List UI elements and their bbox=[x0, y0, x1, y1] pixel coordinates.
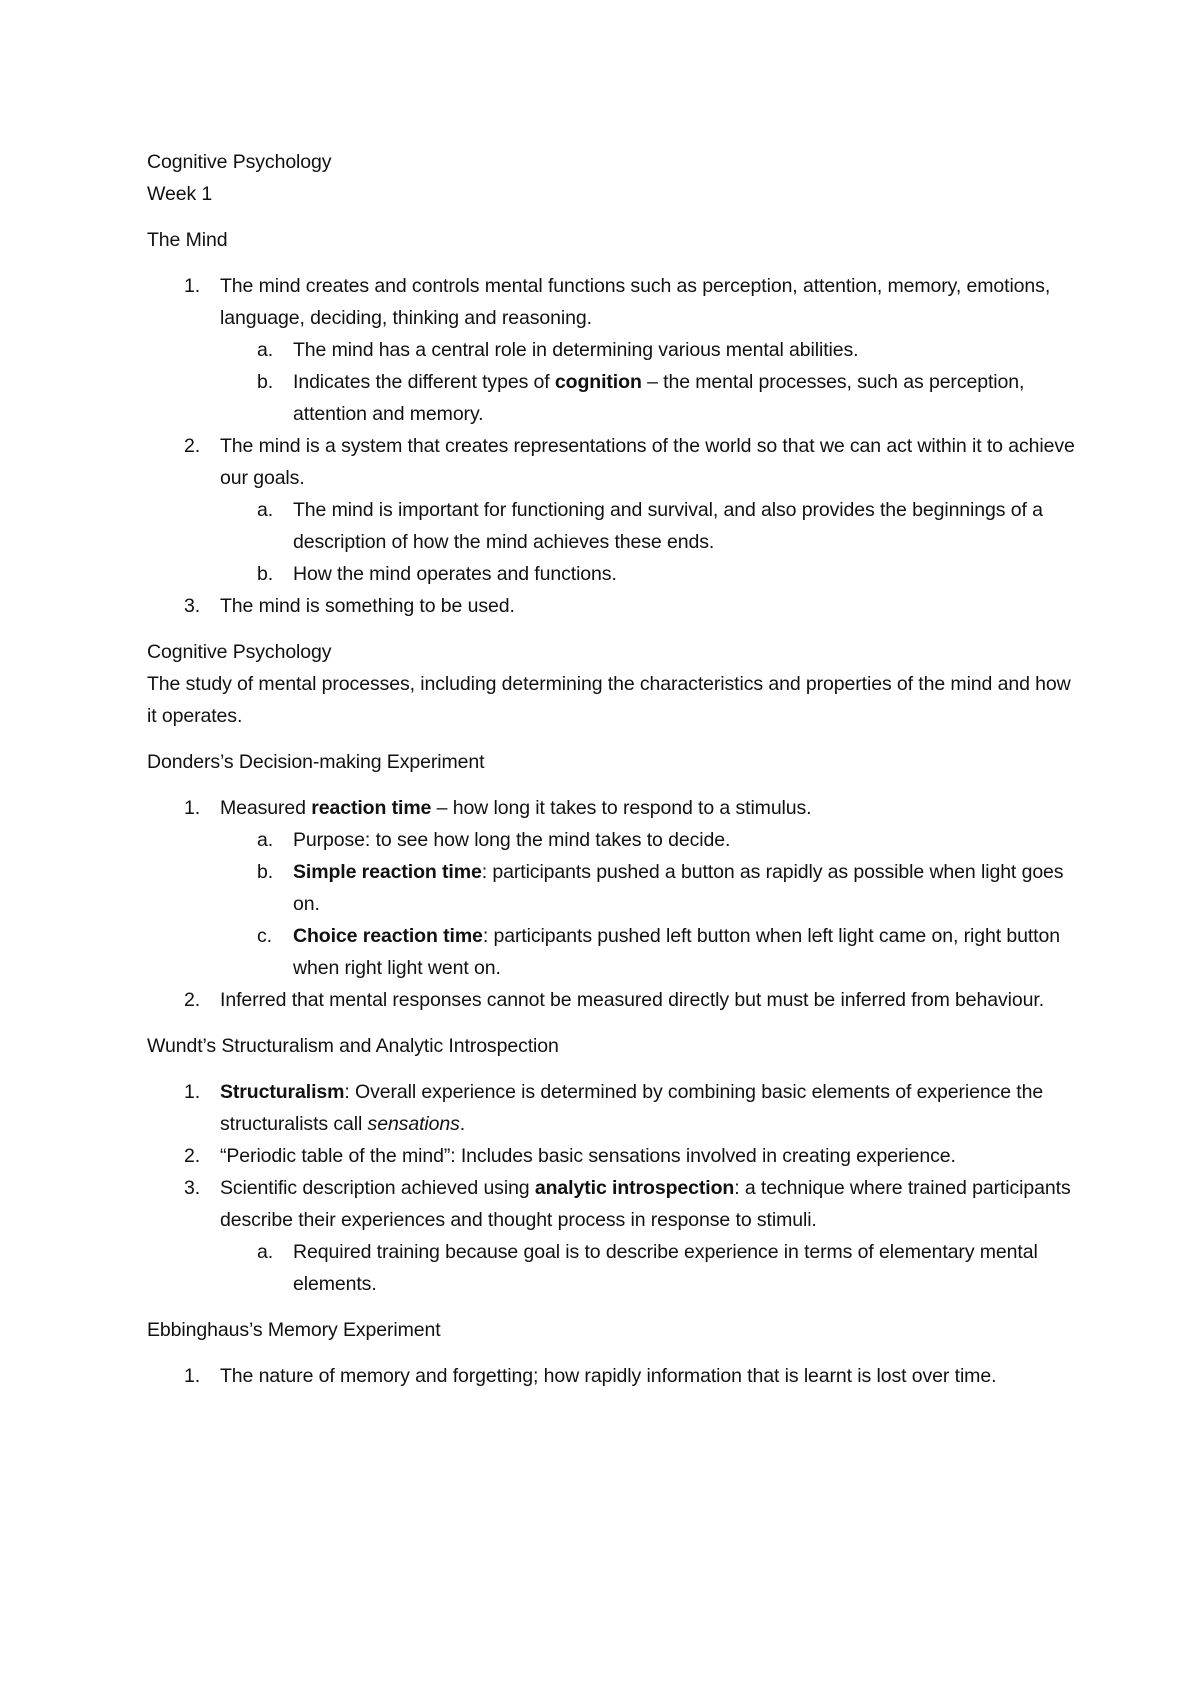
sub-list-item-text: Required training because goal is to describe experience in terms of elementary mental elements. bbox=[293, 1241, 1038, 1295]
term-sensations: sensations bbox=[367, 1113, 460, 1135]
sub-list-item: a. The mind has a central role in determining various mental abilities. bbox=[257, 339, 859, 361]
sub-list-item-text: How the mind operates and functions. bbox=[293, 563, 617, 585]
document-week: Week 1 bbox=[147, 183, 213, 205]
sub-list-item-text: The mind has a central role in determining various mental abilities. bbox=[293, 339, 859, 361]
list-item: 2. The mind is a system that creates representations of the world so that we can act within it to achieve our goals. bbox=[184, 435, 1075, 489]
list-item: 3. Scientific description achieved using analytic introspection: a technique where trained participants describe their experiences and thought process in response to stimuli. bbox=[184, 1177, 1071, 1231]
list-item: 1. Structuralism: Overall experience is determined by combining basic elements of experience the structuralists call sensations. bbox=[184, 1081, 1044, 1135]
sub-list-item: c. Choice reaction time: participants pushed left button when left light came on, right button when right light went on. bbox=[257, 925, 1060, 979]
list-item-text: The mind is a system that creates representations of the world so that we can act within it to achieve our goals. bbox=[220, 435, 1075, 489]
list-item-text: The mind is something to be used. bbox=[220, 595, 515, 617]
section-heading-ebbinghaus: Ebbinghaus’s Memory Experiment bbox=[147, 1319, 441, 1341]
the-mind-list bbox=[147, 270, 1077, 622]
list-item: 2. Inferred that mental responses cannot be measured directly but must be inferred from behaviour. bbox=[184, 989, 1045, 1011]
list-item-text: “Periodic table of the mind”: Includes basic sensations involved in creating experience. bbox=[220, 1145, 956, 1167]
wundt-list bbox=[147, 1076, 1077, 1300]
donders-list bbox=[147, 792, 1077, 1016]
list-item-text: Measured reaction time – how long it takes to respond to a stimulus. bbox=[220, 797, 812, 819]
sub-list-item-text: Choice reaction time: participants pushed left button when left light came on, right button when right light went on. bbox=[293, 925, 1060, 979]
cognitive-psychology-definition: The study of mental processes, including determining the characteristics and properties of the mind and how it operates. bbox=[147, 673, 1071, 727]
term-cognition: cognition bbox=[554, 371, 642, 393]
sub-list-item: a. Purpose: to see how long the mind takes to decide. bbox=[257, 829, 731, 851]
sub-list-item: a. Required training because goal is to describe experience in terms of elementary mental elements. bbox=[257, 1241, 1038, 1295]
sub-list-item-text: The mind is important for functioning and survival, and also provides the beginnings of a description of how the mind achieves these ends. bbox=[293, 499, 1043, 553]
document-page bbox=[147, 146, 1077, 1392]
document-title: Cognitive Psychology bbox=[147, 151, 332, 173]
sub-list-item: b. How the mind operates and functions. bbox=[257, 563, 617, 585]
sub-list-item: b. Simple reaction time: participants pushed a button as rapidly as possible when light goes on. bbox=[257, 861, 1064, 915]
section-heading-wundt: Wundt’s Structuralism and Analytic Introspection bbox=[147, 1035, 559, 1057]
list-item-text: Scientific description achieved using analytic introspection: a technique where trained participants describe their experiences and thought process in response to stimuli. bbox=[220, 1177, 1071, 1231]
list-item-text: The nature of memory and forgetting; how rapidly information that is learnt is lost over time. bbox=[220, 1365, 997, 1387]
list-item: 1. Measured reaction time – how long it takes to respond to a stimulus. bbox=[184, 797, 812, 819]
sub-list-item-text: Purpose: to see how long the mind takes to decide. bbox=[293, 829, 731, 851]
list-item-text: Structuralism: Overall experience is determined by combining basic elements of experience the structuralists call sensations. bbox=[220, 1081, 1044, 1135]
section-heading-the-mind: The Mind bbox=[147, 229, 228, 251]
sub-list-item: b. Indicates the different types of cognition – the mental processes, such as perception, attention and memory. bbox=[257, 371, 1025, 425]
section-heading-donders: Donders’s Decision-making Experiment bbox=[147, 751, 485, 773]
list-item: 1. The mind creates and controls mental functions such as perception, attention, memory, emotions, language, deciding, thinking and reasoning. bbox=[184, 275, 1051, 329]
list-item: 3. The mind is something to be used. bbox=[184, 595, 515, 617]
term-reaction-time: reaction time bbox=[311, 797, 432, 819]
term-simple-reaction-time: Simple reaction time bbox=[293, 861, 482, 883]
sub-list-item-text: Indicates the different types of cognition – the mental processes, such as perception, attention and memory. bbox=[293, 371, 1025, 425]
term-structuralism: Structuralism bbox=[220, 1081, 345, 1103]
sub-list-item: a. The mind is important for functioning and survival, and also provides the beginnings of a description of how the mind achieves these ends. bbox=[257, 499, 1043, 553]
list-item-text: The mind creates and controls mental functions such as perception, attention, memory, emotions, language, deciding, thinking and reasoning. bbox=[220, 275, 1051, 329]
term-analytic-introspection: analytic introspection bbox=[534, 1177, 735, 1199]
ebbinghaus-list bbox=[147, 1360, 1077, 1392]
section-heading-cognitive-psychology: Cognitive Psychology bbox=[147, 641, 332, 663]
list-item-text: Inferred that mental responses cannot be measured directly but must be inferred from behaviour. bbox=[220, 989, 1045, 1011]
list-item: 1. The nature of memory and forgetting; how rapidly information that is learnt is lost over time. bbox=[184, 1365, 997, 1387]
sub-list-item-text: Simple reaction time: participants pushed a button as rapidly as possible when light goes on. bbox=[293, 861, 1064, 915]
list-item: 2. “Periodic table of the mind”: Includes basic sensations involved in creating experience. bbox=[184, 1145, 956, 1167]
term-choice-reaction-time: Choice reaction time bbox=[293, 925, 483, 947]
